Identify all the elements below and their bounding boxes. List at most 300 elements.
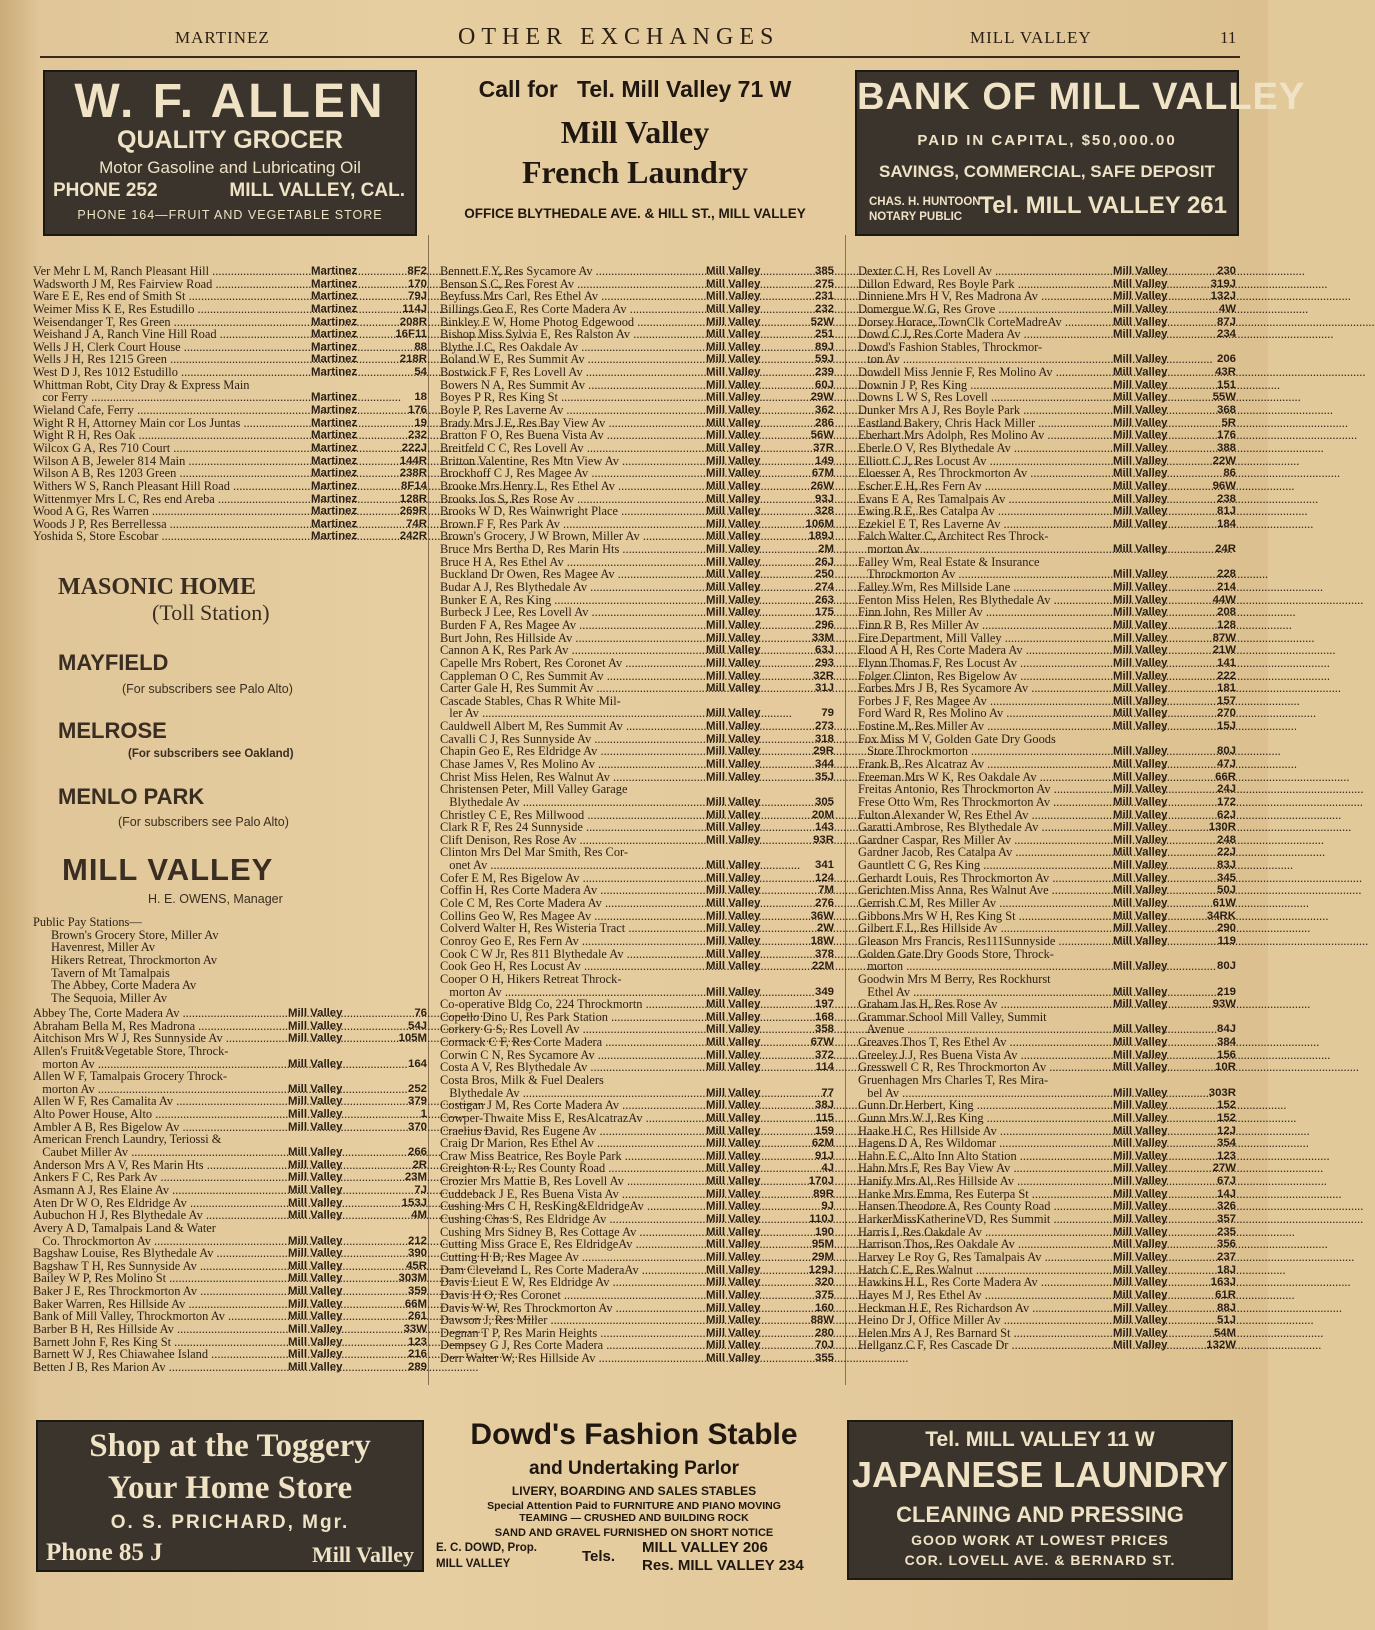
listing-phone: 160 [814, 1301, 834, 1314]
listing-exchange: Mill Valley [706, 644, 761, 657]
listing-row [440, 682, 834, 695]
listing-name: Gardner Caspar, Res Miller Av ..... [858, 834, 1109, 847]
listing-phone: 24J [1216, 783, 1236, 796]
listing-name: Cole C M, Res Corte Madera Av ..... [440, 897, 702, 910]
listing-name: Ezekiel E T, Res Laverne Av ..... [858, 518, 1109, 531]
listing-exchange: Mill Valley [1113, 656, 1168, 669]
listing-row [858, 480, 1236, 493]
listing-exchange: Mill Valley [288, 1310, 343, 1323]
listing-exchange: Mill Valley [1113, 505, 1168, 518]
listing-name: Christley C E, Res Millwood ..... [440, 809, 702, 822]
listing-phone: 232 [814, 302, 834, 315]
listing-phone: 22W [1212, 454, 1236, 467]
listing-phone: 379 [407, 1095, 427, 1108]
listing-phone: 345 [1216, 871, 1236, 884]
listing-name: Copello Dino U, Res Park Station ..... [440, 1011, 702, 1024]
listing-name: Frank B, Res Alcatraz Av ..... [858, 758, 1109, 771]
listing-exchange: Mill Valley [706, 833, 761, 846]
ad-allen-title: W. F. ALLEN [74, 75, 386, 128]
listing-name: Bishop Miss Sylvia E, Res Ralston Av ..... [440, 328, 702, 341]
listing-row [858, 1213, 1236, 1226]
listing-name: Fire Department, Mill Valley ..... [858, 632, 1109, 645]
listing-exchange: Mill Valley [706, 821, 761, 834]
listing-row [440, 796, 834, 809]
listing-name: Ware E E, Res end of Smith St ..... [33, 290, 307, 303]
listing-name: Blythedale Av ..... [440, 1087, 702, 1100]
listing-exchange: Mill Valley [1113, 416, 1168, 429]
listing-exchange: Mill Valley [288, 1209, 343, 1222]
listing-row [440, 442, 834, 455]
listing-row [440, 1251, 834, 1264]
listing-phone: 355 [814, 1352, 834, 1365]
ad-bank-notary: NOTARY PUBLIC [869, 211, 963, 223]
listing-exchange: Mill Valley [1113, 707, 1168, 720]
listing-phone: 83J [1216, 859, 1236, 872]
listing-name: Weimer Miss K E, Res Estudillo ..... [33, 303, 307, 316]
listing-name: Dinniene Mrs H V, Res Madrona Av ..... [858, 290, 1109, 303]
listing-exchange: Mill Valley [706, 1276, 761, 1289]
pay-station-item: The Abbey, Corte Madera Av [51, 978, 197, 993]
listing-name: Goodwin Mrs M Berry, Res Rockhurst [858, 971, 1051, 986]
listing-row [440, 821, 834, 834]
listing-row [440, 973, 834, 986]
listing-phone: 132J [1210, 290, 1236, 303]
listing-phone: 189J [808, 530, 834, 543]
listing-phone: 341 [814, 859, 834, 872]
listing-name: Gerrish C M, Res Miller Av ..... [858, 897, 1109, 910]
listing-exchange: Martinez [311, 492, 358, 505]
listing-exchange: Mill Valley [288, 1158, 343, 1171]
ad-french-laundry [437, 70, 833, 232]
listing-row [440, 960, 834, 973]
listing-row [858, 1289, 1236, 1302]
listing-row [33, 505, 427, 518]
listing-phone: 20M [811, 808, 834, 821]
listing-row [33, 404, 427, 417]
listing-row [33, 1108, 427, 1121]
listing-exchange: Mill Valley [288, 1171, 343, 1184]
listing-phone: 43R [1215, 366, 1236, 379]
listing-name: Bunker E A, Res King ..... [440, 594, 702, 607]
listing-row [440, 1074, 834, 1087]
listing-phone: 303M [398, 1272, 427, 1285]
listing-phone: 280 [814, 1326, 834, 1339]
ad-allen-phone: PHONE 252 [53, 180, 158, 201]
listing-name: Wadsworth J M, Res Fairview Road ..... [33, 278, 307, 291]
listing-phone: 153J [401, 1196, 427, 1209]
listing-name: Weisendanger T, Res Green ..... [33, 316, 307, 329]
listing-exchange: Martinez [311, 328, 358, 341]
listing-name: Finn R B, Res Miller Av ..... [858, 619, 1109, 632]
listing-name: Dowdell Miss Jennie F, Res Molino Av ..... [858, 366, 1109, 379]
listing-row [440, 404, 834, 417]
listing-phone: 114J [402, 302, 427, 315]
listing-row [33, 1247, 427, 1260]
listing-phone: 123 [407, 1335, 427, 1348]
listing-row [33, 1146, 427, 1159]
listing-phone: 62M [811, 1137, 834, 1150]
listing-phone: 144R [399, 454, 427, 467]
listing-phone: 170J [808, 1175, 834, 1188]
listing-exchange: Mill Valley [706, 1010, 761, 1023]
listing-phone: 219 [1216, 985, 1236, 998]
listing-phone: 50J [1216, 884, 1236, 897]
listing-phone: 15J [1216, 720, 1236, 733]
listing-row [33, 1285, 427, 1298]
ad-dowds-fashion-stable [432, 1418, 836, 1576]
listing-name: Bennett F Y, Res Sycamore Av ..... [440, 265, 702, 278]
listing-exchange: Mill Valley [288, 1247, 343, 1260]
listing-exchange: Mill Valley [1113, 694, 1168, 707]
listing-name: Golden Gate Dry Goods Store, Throck- [858, 946, 1054, 961]
listing-phone: 242R [399, 530, 427, 543]
public-pay-stations [33, 916, 427, 1004]
listing-name: Freeman Mrs W K, Res Oakdale Av ..... [858, 771, 1109, 784]
listing-name: Carter Gale H, Res Summit Av ..... [440, 682, 702, 695]
listing-name: Buckland Dr Owen, Res Magee Av ..... [440, 568, 702, 581]
ad-japanese-laundry [847, 1420, 1233, 1580]
listing-exchange: Martinez [311, 404, 358, 417]
listing-exchange: Mill Valley [706, 1352, 761, 1365]
listing-phone: 344 [814, 757, 834, 770]
listing-name: Eberhart Mrs Adolph, Res Molino Av ..... [858, 429, 1109, 442]
listing-name: Helen Mrs A J, Res Barnard St ..... [858, 1327, 1109, 1340]
listing-name: Garatti Ambrose, Res Blythedale Av ..... [858, 821, 1109, 834]
ad-dowd-city: MILL VALLEY [436, 1558, 511, 1570]
listing-phone: 151 [1216, 378, 1236, 391]
listing-phone: 290 [1216, 922, 1236, 935]
listing-name: Caubet Miller Av ..... [33, 1146, 284, 1159]
listing-name: Ford Ward R, Res Molino Av ..... [858, 707, 1109, 720]
listing-phone: 80J [1216, 745, 1236, 758]
listing-name: Allen's Fruit&Vegetable Store, Throck- [33, 1043, 229, 1058]
listing-phone: 356 [1216, 1238, 1236, 1251]
pay-station-item: Tavern of Mt Tamalpais [51, 965, 170, 980]
ad-bank-phone: Tel. MILL VALLEY 261 [979, 192, 1227, 219]
ad-allen-subtitle: QUALITY GROCER [117, 126, 343, 154]
listing-phone: 70J [814, 1339, 834, 1352]
listing-row [33, 467, 427, 480]
listing-phone: 318 [814, 732, 834, 745]
listing-phone: 37R [813, 441, 834, 454]
listing-phone: 81J [1216, 505, 1236, 518]
listing-name: Falch Walter C, Architect Res Throck- [858, 529, 1049, 544]
listing-name: Aitchison Mrs W J, Res Sunnyside Av ..... [33, 1032, 284, 1045]
listing-exchange: Mill Valley [706, 479, 761, 492]
listing-exchange: Mill Valley [1113, 265, 1168, 277]
listing-row [858, 796, 1236, 809]
listing-exchange: Mill Valley [1113, 808, 1168, 821]
listing-row [858, 505, 1236, 518]
listing-name: onet Av ..... [440, 859, 702, 872]
listing-name: Fostine M, Res Miller Av ..... [858, 720, 1109, 733]
listing-phone: 8F2 [407, 265, 427, 277]
listing-exchange: Mill Valley [706, 353, 761, 366]
listing-row [440, 758, 834, 771]
listing-phone: 88J [1216, 1301, 1236, 1314]
mill-valley-listings-col3 [858, 265, 1236, 1352]
listing-name: Bruce H A, Res Ethel Av ..... [440, 556, 702, 569]
listing-phone: 261 [407, 1310, 427, 1323]
listing-exchange: Mill Valley [706, 1036, 761, 1049]
listing-name: Gunn Dr Herbert, King ..... [858, 1099, 1109, 1112]
listing-name: Harris I, Res Oakdale Av ..... [858, 1226, 1109, 1239]
listing-row [440, 1213, 834, 1226]
listing-exchange: Mill Valley [1113, 366, 1168, 379]
listing-row [440, 1112, 834, 1125]
listing-name: Corwin C N, Res Sycamore Av ..... [440, 1049, 702, 1062]
listing-name: Abraham Bella M, Res Madrona ..... [33, 1020, 284, 1033]
listing-name: Bagshaw Louise, Res Blythedale Av ..... [33, 1247, 284, 1260]
listing-phone: 276 [814, 897, 834, 910]
listing-phone: 18 [414, 391, 427, 404]
listing-name: Eberle O V, Res Blythedale Av ..... [858, 442, 1109, 455]
listing-name: Gunn Mrs W J, Res King ..... [858, 1112, 1109, 1125]
listing-phone: 79 [821, 707, 834, 720]
listing-phone: 18J [1216, 1263, 1236, 1276]
listing-name: Hawkins H L, Res Corte Madera Av ..... [858, 1276, 1109, 1289]
listing-exchange: Mill Valley [706, 1200, 761, 1213]
listing-exchange: Mill Valley [1113, 1250, 1168, 1263]
listing-row [858, 644, 1236, 657]
listing-exchange: Mill Valley [1113, 821, 1168, 834]
listing-phone: 208 [1216, 606, 1236, 619]
listing-name: Brockhoff C J, Res Magee Av ..... [440, 467, 702, 480]
listing-name: Cooper O H, Hikers Retreat Throck- [440, 971, 622, 986]
listing-row [33, 530, 427, 543]
mayfield-note: (For subscribers see Palo Alto) [122, 682, 293, 696]
listing-name: Dillon Edward, Res Boyle Park ..... [858, 278, 1109, 291]
listing-exchange: Mill Valley [706, 934, 761, 947]
listing-phone: 22M [811, 960, 834, 973]
listing-exchange: Mill Valley [1113, 1263, 1168, 1276]
listing-exchange: Mill Valley [1113, 404, 1168, 417]
listing-exchange: Mill Valley [706, 1238, 761, 1251]
header-right: MILL VALLEY [970, 28, 1092, 47]
listing-name: Dowd's Fashion Stables, Throckmor- [858, 339, 1043, 354]
listing-name: Aubuchon H J, Res Blythedale Av ..... [33, 1209, 284, 1222]
listing-row [858, 682, 1236, 695]
listing-row [858, 998, 1236, 1011]
listing-phone: 157 [1216, 694, 1236, 707]
listing-phone: 26W [810, 479, 834, 492]
listing-name: Boyes P R, Res King St ..... [440, 391, 702, 404]
listing-name: Conroy Geo E, Res Fern Av ..... [440, 935, 702, 948]
listing-name: Burden F A, Res Magee Av ..... [440, 619, 702, 632]
listing-name: Gresswell C R, Res Throckmorton Av ..... [858, 1061, 1109, 1074]
listing-name: Gruenhagen Mrs Charles T, Res Mira- [858, 1073, 1049, 1087]
listing-name: Hellganz C F, Res Cascade Dr ..... [858, 1339, 1109, 1352]
listing-name: Graham Jas H, Res Rose Av ..... [858, 998, 1109, 1011]
listing-row [33, 1184, 427, 1197]
listing-row [33, 442, 427, 455]
listing-phone: 388 [1216, 441, 1236, 454]
ad-dowd-prop: E. C. DOWD, Prop. [436, 1542, 537, 1554]
listing-row [33, 480, 427, 493]
listing-exchange: Mill Valley [706, 1263, 761, 1276]
listing-row [440, 1036, 834, 1049]
listing-exchange: Mill Valley [706, 1301, 761, 1314]
listing-phone: 27W [1212, 1162, 1236, 1175]
listing-exchange: Mill Valley [288, 1234, 343, 1247]
listing-name: Throckmorton Av ..... [858, 568, 1109, 581]
listing-name: Degnan T P, Res Marin Heights ..... [440, 1327, 702, 1340]
listing-phone: 149 [814, 454, 834, 467]
listing-exchange: Mill Valley [706, 1137, 761, 1150]
listing-name: Brown's Grocery, J W Brown, Miller Av ..... [440, 530, 702, 543]
listing-exchange: Mill Valley [706, 770, 761, 783]
listing-name: Cutting H B, Res Magee Av ..... [440, 1251, 702, 1264]
pay-station-item: Hikers Retreat, Throckmorton Av [51, 952, 218, 967]
listing-exchange: Mill Valley [706, 315, 761, 328]
listing-exchange: Mill Valley [706, 1326, 761, 1339]
listing-phone: 248 [1216, 833, 1236, 846]
listing-phone: 263 [814, 593, 834, 606]
listing-name: Fenton Miss Helen, Res Blythedale Av ..... [858, 594, 1109, 607]
listing-phone: 4J [821, 1162, 834, 1175]
listing-exchange: Mill Valley [1113, 669, 1168, 682]
listing-row [440, 998, 834, 1011]
listing-exchange: Mill Valley [1113, 1301, 1168, 1314]
listing-row [858, 897, 1236, 910]
listing-phone: 251 [814, 328, 834, 341]
listing-row [858, 859, 1236, 872]
listing-phone: 96W [1212, 479, 1236, 492]
listing-exchange: Mill Valley [288, 1335, 343, 1348]
listing-phone: 52W [810, 315, 834, 328]
listing-phone: 238 [1216, 492, 1236, 505]
listing-name: Heckman H E, Res Richardson Av ..... [858, 1302, 1109, 1315]
listing-exchange: Mill Valley [706, 745, 761, 758]
listing-row [440, 328, 834, 341]
listing-exchange: Mill Valley [1113, 606, 1168, 619]
listing-phone: 230 [1216, 265, 1236, 277]
listing-exchange: Mill Valley [288, 1348, 343, 1361]
listing-name: Ankers F C, Res Park Av ..... [33, 1171, 284, 1184]
ad-dowd-tel2: Res. MILL VALLEY 234 [642, 1557, 804, 1574]
listing-row [440, 303, 834, 316]
listing-exchange: Mill Valley [706, 897, 761, 910]
listing-exchange: Mill Valley [706, 378, 761, 391]
listing-row [858, 442, 1236, 455]
listing-exchange: Mill Valley [1113, 897, 1168, 910]
listing-row [33, 328, 427, 341]
listing-phone: 163J [1210, 1276, 1236, 1289]
listing-name: Dowd C J, Res Corte Madera Av ..... [858, 328, 1109, 341]
listing-phone: 168 [814, 1010, 834, 1023]
pay-station-item: The Sequoia, Miller Av [51, 990, 168, 1005]
listing-exchange: Mill Valley [1113, 1314, 1168, 1327]
listing-exchange: Mill Valley [706, 631, 761, 644]
listing-row [440, 543, 834, 556]
listing-exchange: Mill Valley [706, 593, 761, 606]
header-center: OTHER EXCHANGES [458, 24, 780, 50]
listing-row [440, 619, 834, 632]
listing-name: Chase James V, Res Molino Av ..... [440, 758, 702, 771]
listing-exchange: Mill Valley [706, 757, 761, 770]
listing-name: Cauldwell Albert M, Res Summit Av ..... [440, 720, 702, 733]
listing-phone: 270 [1216, 707, 1236, 720]
listing-exchange: Mill Valley [288, 1323, 343, 1336]
listing-row [440, 480, 834, 493]
listing-name: Hanke Mrs Emma, Res Euterpa St ..... [858, 1188, 1109, 1201]
listing-name: Wight R H, Attorney Main cor Los Juntas ..... [33, 417, 307, 430]
listing-row [33, 303, 427, 316]
ad-japanese-cleaning: CLEANING AND PRESSING [896, 1502, 1184, 1527]
listing-name: Davis H O, Res Coronet ..... [440, 1289, 702, 1302]
listing-name: Wieland Cafe, Ferry ..... [33, 404, 307, 417]
listing-name: Wilson A B, Res 1203 Green ..... [33, 467, 307, 480]
listing-name: Elliott C J, Res Locust Av ..... [858, 455, 1109, 468]
listing-phone: 86 [1223, 467, 1236, 480]
listing-phone: 80J [1216, 960, 1236, 973]
listing-exchange: Martinez [311, 429, 358, 442]
listing-row [858, 543, 1236, 556]
listing-name: Forbes J F, Res Magee Av ..... [858, 695, 1109, 708]
listing-phone: 370 [407, 1120, 427, 1133]
listing-phone: 105M [398, 1032, 427, 1045]
listing-name: Brady Mrs J E, Res Bay View Av ..... [440, 417, 702, 430]
header-rule [40, 56, 1240, 58]
listing-exchange: Mill Valley [1113, 1149, 1168, 1162]
listing-exchange: Mill Valley [706, 1339, 761, 1352]
ad-toggery-title: Shop at the Toggery [89, 1428, 371, 1464]
listing-exchange: Mill Valley [706, 669, 761, 682]
listing-name: Hansen Theodore A, Res County Road ..... [858, 1200, 1109, 1213]
listing-phone: 38J [814, 1099, 834, 1112]
listing-name: Binkley E W, Home Photog Edgewood ..... [440, 316, 702, 329]
listing-exchange: Mill Valley [706, 871, 761, 884]
ad-japanese-work: GOOD WORK AT LOWEST PRICES [911, 1532, 1169, 1548]
listing-exchange: Martinez [311, 517, 358, 530]
listing-phone: 368 [1216, 404, 1236, 417]
listing-phone: 328 [814, 505, 834, 518]
listing-phone: 320 [814, 1276, 834, 1289]
listing-name: Coffin H, Res Corte Madera Av ..... [440, 884, 702, 897]
ad-dowd-tel1: MILL VALLEY 206 [642, 1539, 768, 1556]
header-left: MARTINEZ [175, 28, 270, 47]
ad-laundry-title2: French Laundry [521, 154, 749, 190]
listing-name: Fox Miss M V, Golden Gate Dry Goods [858, 731, 1056, 746]
listing-phone: 357 [1216, 1213, 1236, 1226]
listing-exchange: Mill Valley [1113, 568, 1168, 581]
listing-row [440, 1175, 834, 1188]
listing-exchange: Mill Valley [1113, 1326, 1168, 1339]
menlo-park-note: (For subscribers see Palo Alto) [118, 815, 289, 829]
listing-phone: 91J [814, 1149, 834, 1162]
ad-laundry-call: Call for Tel. Mill Valley 71 W [478, 76, 792, 102]
listing-name: Bruce Mrs Bertha D, Res Marin Hts ..... [440, 543, 702, 556]
ad-dowd-teaming: TEAMING — CRUSHED AND BUILDING ROCK [519, 1512, 749, 1524]
listing-exchange: Martinez [311, 505, 358, 518]
listing-name: Co. Throckmorton Av ..... [33, 1235, 284, 1248]
listing-phone: 10R [1215, 1061, 1236, 1074]
listing-name: Dempsey G J, Res Corte Madera ..... [440, 1339, 702, 1352]
listing-name: Cushing Mrs Sidney B, Res Cottage Av ..... [440, 1226, 702, 1239]
listing-name: Crozier Mrs Mattie B, Res Lovell Av ..... [440, 1175, 702, 1188]
listing-name: Cavalli C J, Res Sunnyside Av ..... [440, 733, 702, 746]
listing-phone: 239 [814, 366, 834, 379]
listing-exchange: Mill Valley [706, 543, 761, 556]
listing-name: Bailey W P, Res Molino St ..... [33, 1272, 284, 1285]
listing-name: cor Ferry ..... [33, 391, 307, 404]
listing-name: Creighton R L, Res County Road ..... [440, 1162, 702, 1175]
listing-phone: 123 [1216, 1149, 1236, 1162]
listing-exchange: Martinez [311, 467, 358, 480]
listing-name: Dorsey Horace, TownClk CorteMadreAv ..... [858, 316, 1109, 329]
listing-phone: 2R [412, 1158, 427, 1171]
listing-exchange: Mill Valley [706, 568, 761, 581]
